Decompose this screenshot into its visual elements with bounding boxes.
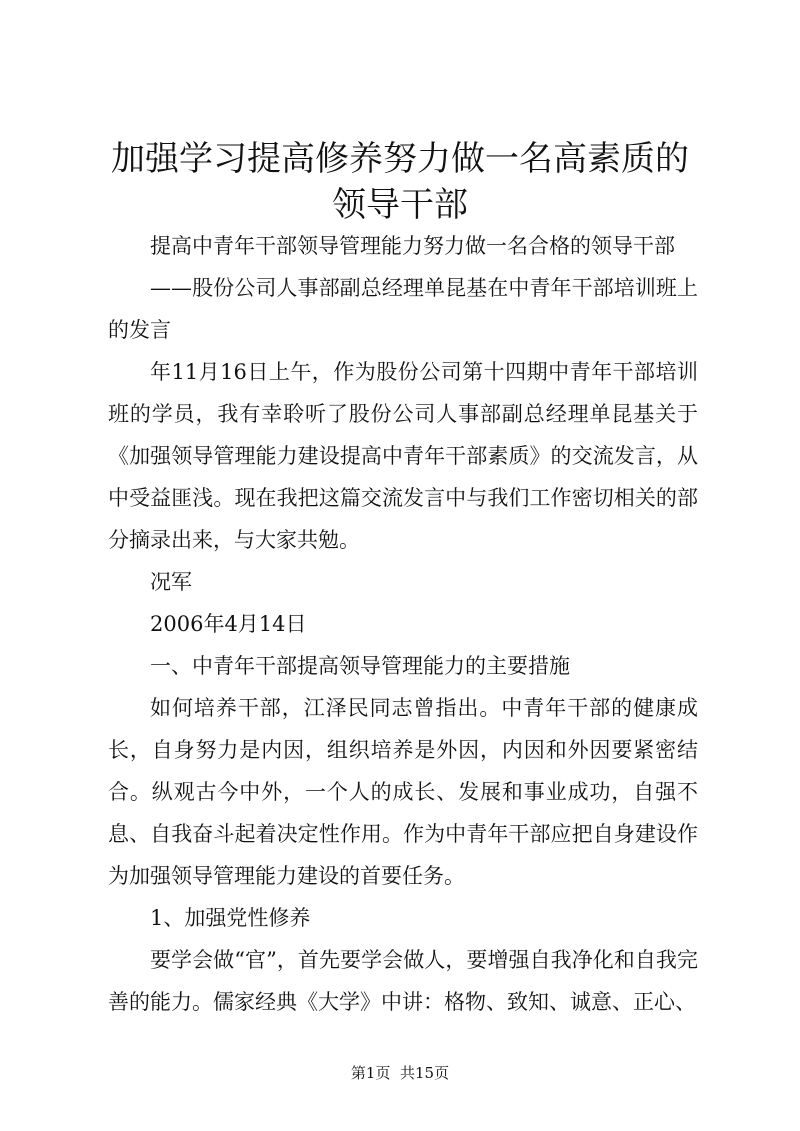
- intro-paragraph: 年11月16日上午，作为股份公司第十四期中青年干部培训班的学员，我有幸聆听了股份公司人事部副总经理单昆基关于《加强领导管理能力建设提高中青年干部素质》的交流发言，从中受益匪浅。现在我把这篇交流发言中与我们工作密切相关的部分摘录出来，与大家共勉。: [108, 360, 698, 552]
- subsection-heading: 1、加强党性修养: [150, 906, 311, 930]
- document-title: 加强学习提高修养努力做一名高素质的领导干部: [111, 139, 689, 225]
- speaker-line: ——股份公司人事部副总经理单昆基在中青年干部培训班上的发言: [108, 276, 698, 342]
- body-paragraph: 如何培养干部，江泽民同志曾指出。中青年干部的健康成长，自身努力是内因，组织培养是外因，内因和外因要紧密结合。纵观古今中外，一个人的成长、发展和事业成功，自强不息、自我奋斗起着决定性作用。作为中青年干部应把自身建设作为加强领导管理能力建设的首要任务。: [108, 696, 698, 888]
- author-name: 况军: [150, 570, 192, 594]
- body-paragraph: 要学会做“官”，首先要学会做人，要增强自我净化和自我完善的能力。儒家经典《大学》中讲：格物、致知、诚意、正心、: [108, 948, 698, 1014]
- section-heading: 一、中青年干部提高领导管理能力的主要措施: [150, 654, 570, 678]
- page-footer: [0, 1063, 800, 1083]
- subtitle-paragraph: 提高中青年干部领导管理能力努力做一名合格的领导干部: [150, 234, 675, 258]
- page-number-label: 第1页 共15页: [350, 1064, 450, 1082]
- document-date: 2006年4月14日: [150, 612, 307, 636]
- document-body: [108, 225, 698, 1023]
